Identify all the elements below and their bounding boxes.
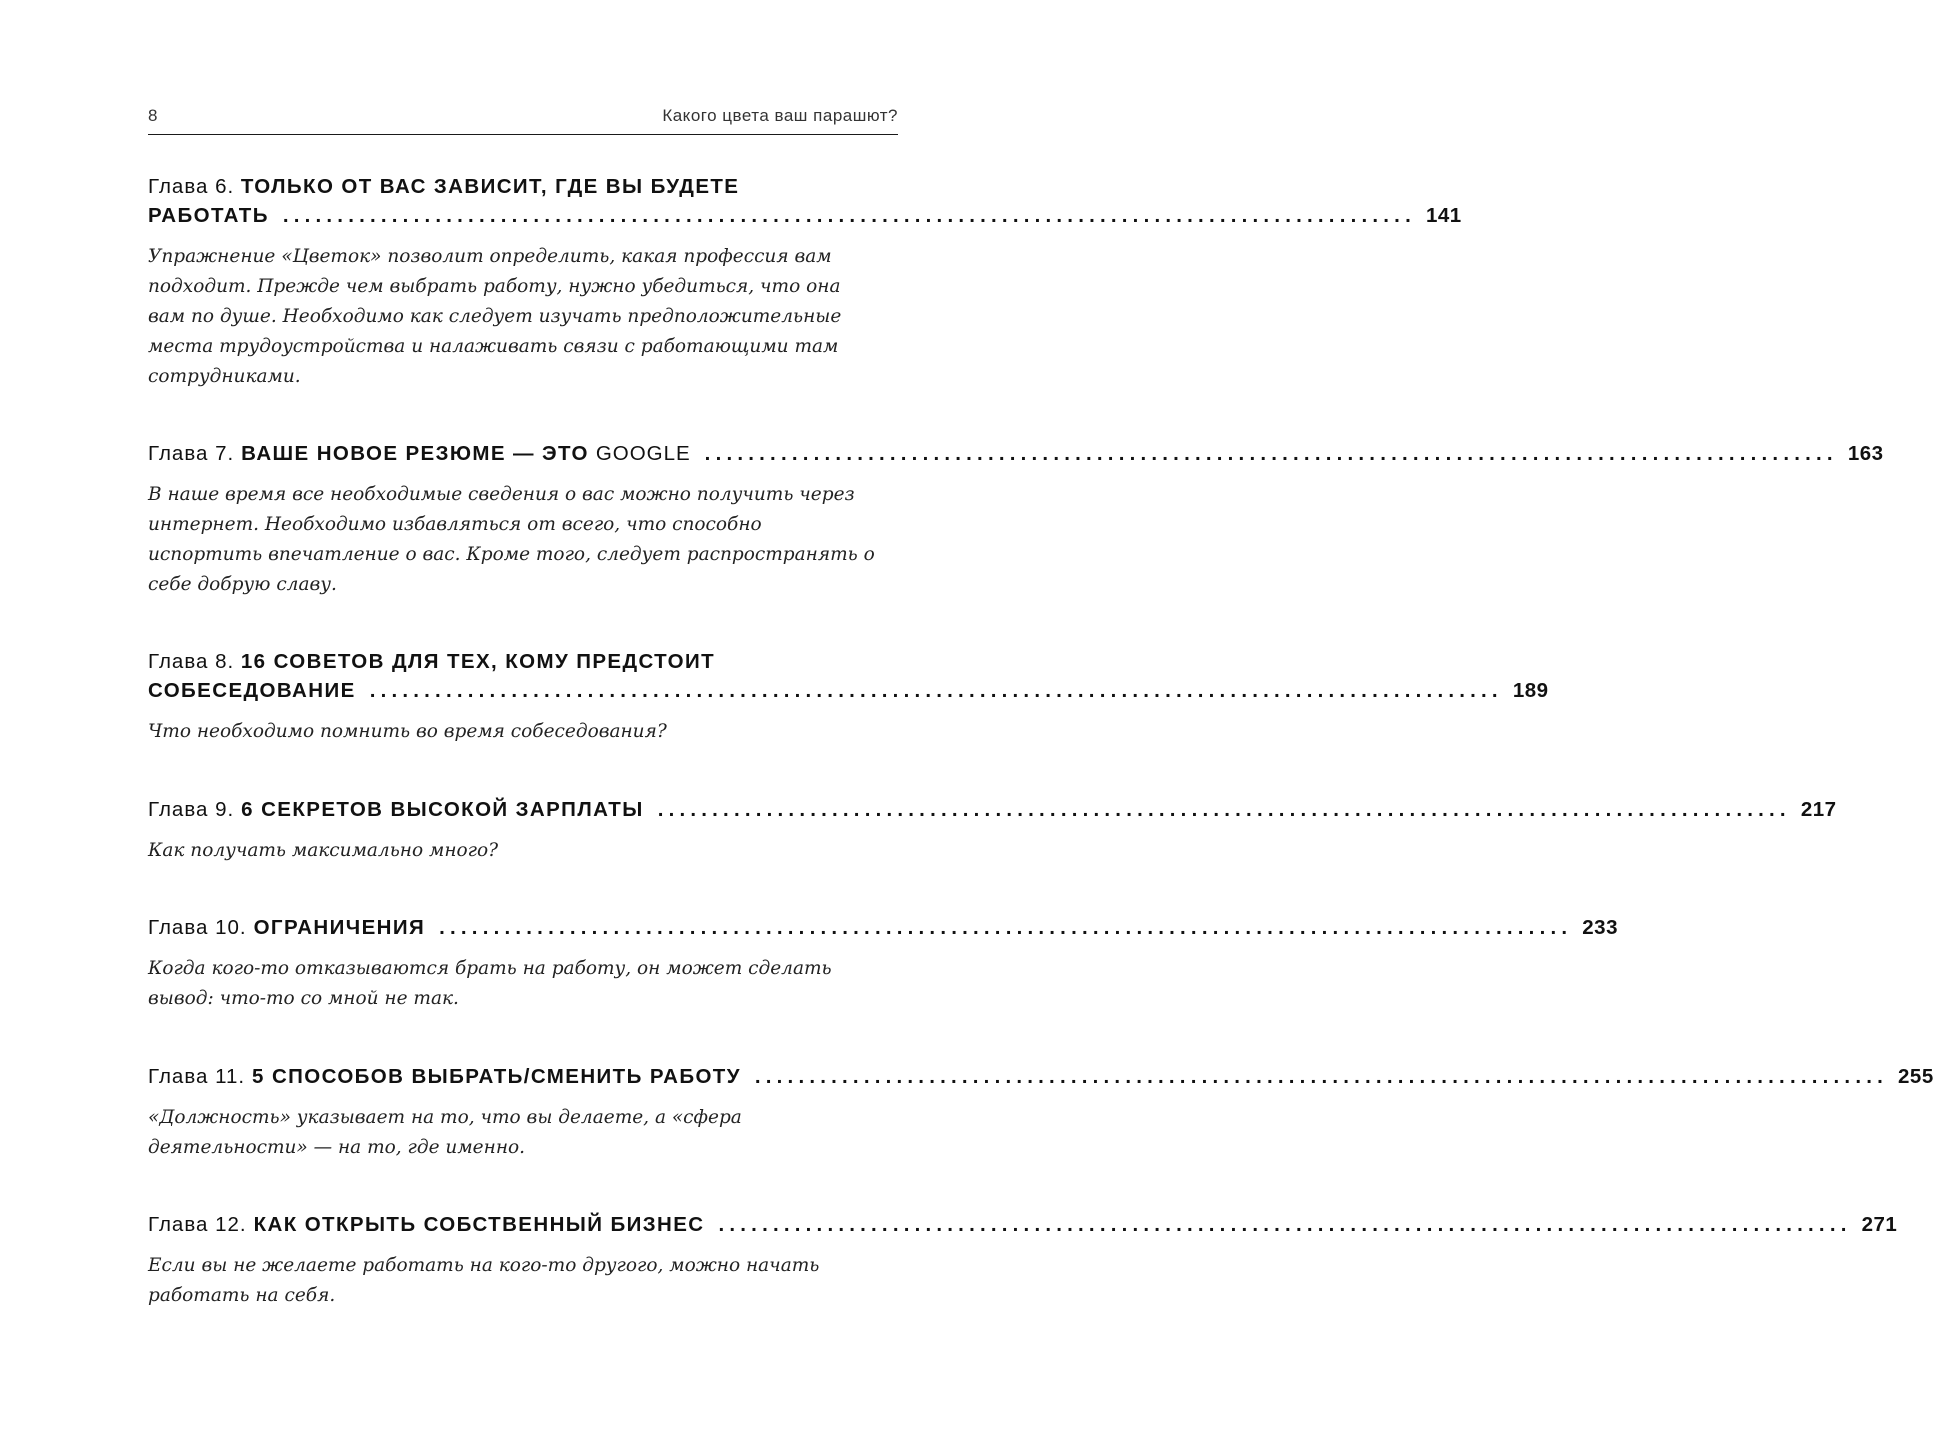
dot-leader: ........................................................................................................: [704, 442, 1838, 465]
page-reference[interactable]: 189: [1512, 679, 1549, 702]
dot-leader: ........................................................................................................: [754, 1065, 1889, 1088]
chapter-title: 16 СОВЕТОВ ДЛЯ ТЕХ, КОМУ ПРЕДСТОИТ: [240, 650, 716, 673]
chapter-label: Глава 7.: [148, 442, 235, 465]
chapter-label: Глава 11.: [148, 1065, 246, 1088]
dot-leader: ........................................................................................................: [439, 916, 1573, 939]
page-reference[interactable]: 141: [1425, 204, 1462, 227]
toc-entry-chapter-12[interactable]: [148, 1210, 1898, 1311]
chapter-heading[interactable]: [148, 1210, 1898, 1239]
toc-entry-chapter-9[interactable]: [148, 795, 1837, 866]
chapter-summary: Что необходимо помнить во время собеседования?: [148, 721, 667, 742]
chapter-heading[interactable]: [148, 1062, 1934, 1091]
dot-leader: ........................................................................................................: [718, 1213, 1852, 1236]
chapter-title-continued: РАБОТАТЬ: [148, 204, 269, 227]
toc-entry-chapter-10[interactable]: [148, 913, 1618, 1014]
page-reference[interactable]: 255: [1898, 1065, 1934, 1088]
chapter-heading[interactable]: [148, 913, 1618, 942]
chapter-heading[interactable]: [148, 647, 1549, 705]
chapter-title: 6 СЕКРЕТОВ ВЫСОКОЙ ЗАРПЛАТЫ: [241, 798, 644, 821]
dot-leader: ........................................................................................................: [657, 798, 1791, 821]
toc-entry-chapter-6[interactable]: [148, 172, 1462, 392]
toc-entry-chapter-11[interactable]: [148, 1062, 1934, 1163]
running-title: Какого цвета ваш парашют?: [662, 106, 898, 125]
chapter-label: Глава 12.: [148, 1213, 247, 1236]
chapter-title: 5 СПОСОБОВ ВЫБРАТЬ/СМЕНИТЬ РАБОТУ: [252, 1065, 741, 1088]
chapter-title: КАК ОТКРЫТЬ СОБСТВЕННЫЙ БИЗНЕС: [253, 1213, 705, 1236]
chapter-label: Глава 8.: [148, 650, 235, 673]
chapter-heading[interactable]: [148, 795, 1837, 824]
chapter-summary: Как получать максимально много?: [148, 840, 499, 861]
dot-leader: ........................................................................................................: [282, 204, 1416, 227]
page-number: 8: [148, 106, 158, 125]
chapter-title-suffix: GOOGLE: [595, 442, 691, 465]
chapter-title: ТОЛЬКО ОТ ВАС ЗАВИСИТ, ГДЕ ВЫ БУДЕТЕ: [240, 175, 740, 198]
page-reference[interactable]: 163: [1847, 442, 1884, 465]
page-header: [148, 104, 898, 135]
chapter-title: ВАШЕ НОВОЕ РЕЗЮМЕ — ЭТО: [241, 442, 589, 465]
chapter-summary: Если вы не желаете работать на кого-то другого, можно начать работать на себя.: [148, 1255, 820, 1306]
chapter-label: Глава 9.: [148, 798, 235, 821]
chapter-label: Глава 6.: [148, 175, 235, 198]
page-reference[interactable]: 271: [1861, 1213, 1898, 1236]
dot-leader: ........................................................................................................: [369, 679, 1503, 702]
chapter-summary: Упражнение «Цветок» позволит определить, какая профессия вам подходит. Прежде чем выбрать работу, нужно убедиться, что она вам по душе. Необходимо как следует изучать предположительные места трудоустройства и налаживать связи с работающими там сотрудниками.: [148, 246, 842, 387]
chapter-heading[interactable]: [148, 172, 1462, 230]
page-reference[interactable]: 217: [1800, 798, 1837, 821]
chapter-summary: «Должность» указывает на то, что вы делаете, а «сфера деятельности» — на то, где именно.: [148, 1107, 742, 1158]
chapter-summary: В наше время все необходимые сведения о вас можно получить через интернет. Необходимо избавляться от всего, что способно испортить впечатление о вас. Кроме того, следует распространять о себе добрую славу.: [148, 484, 875, 595]
chapter-heading[interactable]: [148, 439, 1884, 468]
chapter-title: ОГРАНИЧЕНИЯ: [253, 916, 426, 939]
page-reference[interactable]: 233: [1582, 916, 1618, 939]
toc-entry-chapter-7[interactable]: [148, 439, 1884, 600]
chapter-title-continued: СОБЕСЕДОВАНИЕ: [148, 679, 356, 702]
toc-entry-chapter-8[interactable]: [148, 647, 1549, 747]
chapter-summary: Когда кого-то отказываются брать на работу, он может сделать вывод: что-то со мной не так.: [148, 958, 832, 1009]
chapter-label: Глава 10.: [148, 916, 247, 939]
